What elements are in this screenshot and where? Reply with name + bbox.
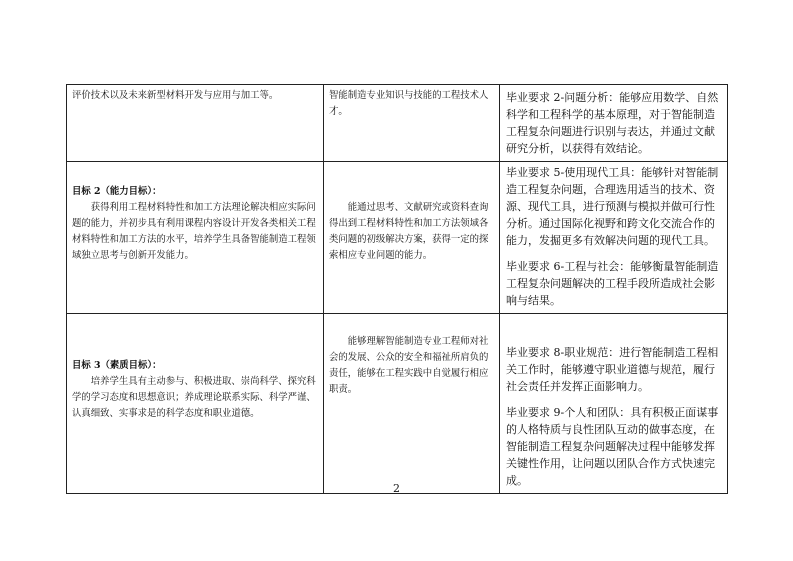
requirement-cell xyxy=(500,85,728,162)
support-text: 能通过思考、文献研究或资料查询得出到工程材料特性和加工方法领域各类问题的初级解决方案，获得一定的探索相应专业问题的能力。 xyxy=(329,202,489,261)
graduation-requirement: 毕业要求 2-问题分析：能够应用数学、自然科学和工程科学的基本原理，对于智能制造工程复杂问题进行识别与表达，并通过文献研究分析，以获得有效结论。 xyxy=(506,91,719,155)
requirement-cell xyxy=(500,314,728,494)
objective-cell xyxy=(67,314,324,494)
objective-title: 目标 2（能力目标）： xyxy=(72,186,162,197)
requirement-cell xyxy=(500,162,728,314)
objective-title: 目标 3（素质目标）： xyxy=(72,360,162,371)
graduation-requirement: 毕业要求 5-使用现代工具：能够针对智能制造工程复杂问题，合理选用适当的技术、资源、现代工具，进行预测与模拟并做可行性分析。通过国际化视野和跨文化交流合作的能力，发掘更多有效解决问题的现代工具。 xyxy=(506,166,719,247)
table-row xyxy=(67,85,728,162)
support-text: 能够理解智能制造专业工程师对社会的发展、公众的安全和福祉所肩负的责任，能够在工程实践中自觉履行相应职责。 xyxy=(329,336,489,395)
table-row xyxy=(67,314,728,494)
graduation-requirement: 毕业要求 6-工程与社会：能够衡量智能制造工程复杂问题解决的工程手段所造成社会影响与结果。 xyxy=(506,260,719,307)
support-cell xyxy=(324,162,500,314)
objective-text: 获得利用工程材料特性和加工方法理论解决相应实际问题的能力，并初步具有利用课程内容设计开发各类相关工程材料特性和加工方法的水平，培养学生具备智能制造工程领域独立思考与创新开发能力。 xyxy=(72,202,316,261)
objective-text: 评价技术以及未来新型材料开发与应用与加工等。 xyxy=(72,90,279,101)
page-number: 2 xyxy=(393,482,400,495)
support-cell xyxy=(324,314,500,494)
support-text: 智能制造专业知识与技能的工程技术人才。 xyxy=(329,90,489,117)
objective-cell xyxy=(67,162,324,314)
graduation-requirement: 毕业要求 9-个人和团队：具有积极正面谋事的人格特质与良性团队互动的做事态度，在智能制造工程复杂问题解决过程中能够发挥关键性作用，让问题以团队合作方式快速完成。 xyxy=(506,406,719,487)
graduation-requirement: 毕业要求 8-职业规范：进行智能制造工程相关工作时，能够遵守职业道德与规范，履行社会责任并发挥正面影响力。 xyxy=(506,346,719,393)
objectives-table xyxy=(66,84,728,494)
table-row xyxy=(67,162,728,314)
objective-cell xyxy=(67,85,324,162)
objective-text: 培养学生具有主动参与、积极进取、崇尚科学、探究科学的学习态度和思想意识；养成理论联系实际、科学严谨、认真细致、实事求是的科学态度和职业道德。 xyxy=(72,376,316,419)
support-cell xyxy=(324,85,500,162)
